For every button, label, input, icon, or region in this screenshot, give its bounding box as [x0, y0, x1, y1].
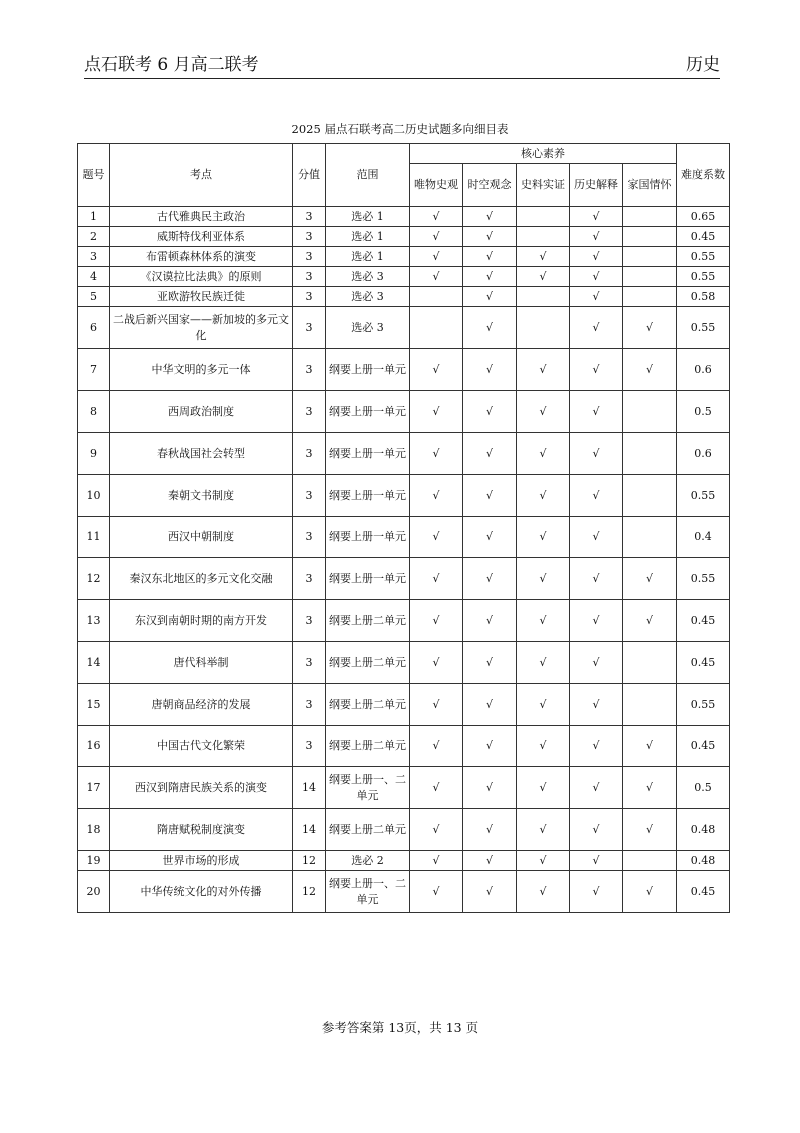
table-row — [78, 642, 730, 684]
table-row — [78, 475, 730, 517]
row-c3: √ — [517, 767, 570, 809]
row-c4: √ — [570, 809, 623, 851]
row-c2: √ — [463, 475, 517, 517]
row-c4: √ — [570, 433, 623, 475]
row-difficulty: 0.55 — [677, 247, 730, 267]
row-num: 12 — [78, 558, 110, 600]
row-difficulty: 0.45 — [677, 600, 730, 642]
row-c5: √ — [623, 600, 677, 642]
row-c3: √ — [517, 349, 570, 391]
row-num: 15 — [78, 684, 110, 726]
row-c4: √ — [570, 767, 623, 809]
row-c5: √ — [623, 767, 677, 809]
header-c3: 史料实证 — [517, 164, 570, 207]
row-score: 12 — [293, 871, 326, 913]
row-c1: √ — [410, 809, 463, 851]
row-range: 纲要上册一、二单元 — [326, 871, 410, 913]
row-difficulty: 0.45 — [677, 642, 730, 684]
row-c5: √ — [623, 726, 677, 767]
table-body — [78, 207, 730, 913]
row-c2: √ — [463, 809, 517, 851]
row-score: 3 — [293, 600, 326, 642]
row-difficulty: 0.65 — [677, 207, 730, 227]
row-c2: √ — [463, 433, 517, 475]
row-difficulty: 0.45 — [677, 227, 730, 247]
row-num: 6 — [78, 307, 110, 349]
specification-table — [77, 143, 730, 913]
table-row — [78, 851, 730, 871]
row-topic: 亚欧游牧民族迁徙 — [110, 287, 293, 307]
row-difficulty: 0.55 — [677, 558, 730, 600]
row-c4: √ — [570, 517, 623, 558]
row-c5: √ — [623, 558, 677, 600]
row-topic: 隋唐赋税制度演变 — [110, 809, 293, 851]
row-topic: 西汉到隋唐民族关系的演变 — [110, 767, 293, 809]
table-row — [78, 726, 730, 767]
row-c2: √ — [463, 871, 517, 913]
table-row — [78, 767, 730, 809]
row-score: 3 — [293, 287, 326, 307]
row-topic: 唐代科举制 — [110, 642, 293, 684]
row-c1: √ — [410, 247, 463, 267]
row-c4: √ — [570, 851, 623, 871]
row-c1: √ — [410, 642, 463, 684]
row-difficulty: 0.6 — [677, 433, 730, 475]
row-c3: √ — [517, 267, 570, 287]
exam-name: 点石联考 6 月高二联考 — [84, 55, 259, 75]
row-c1: √ — [410, 433, 463, 475]
row-score: 3 — [293, 517, 326, 558]
header-range: 范围 — [326, 144, 410, 207]
subject-name: 历史 — [686, 55, 720, 75]
row-c1: √ — [410, 684, 463, 726]
row-c4: √ — [570, 600, 623, 642]
row-num: 19 — [78, 851, 110, 871]
row-range: 选必 2 — [326, 851, 410, 871]
row-c3: √ — [517, 475, 570, 517]
row-range: 纲要上册二单元 — [326, 600, 410, 642]
row-num: 5 — [78, 287, 110, 307]
row-topic: 布雷顿森林体系的演变 — [110, 247, 293, 267]
row-range: 纲要上册二单元 — [326, 642, 410, 684]
row-num: 7 — [78, 349, 110, 391]
row-c4: √ — [570, 287, 623, 307]
row-num: 14 — [78, 642, 110, 684]
table-row — [78, 517, 730, 558]
page-header — [84, 52, 720, 79]
table-row — [78, 684, 730, 726]
row-c4: √ — [570, 207, 623, 227]
row-c4: √ — [570, 349, 623, 391]
header-topic: 考点 — [110, 144, 293, 207]
row-topic: 中华传统文化的对外传播 — [110, 871, 293, 913]
table-title: 2025 届点石联考高二历史试题多向细目表 — [291, 122, 509, 136]
row-c4: √ — [570, 391, 623, 433]
row-c3: √ — [517, 558, 570, 600]
header-c4: 历史解释 — [570, 164, 623, 207]
row-range: 纲要上册一单元 — [326, 517, 410, 558]
row-c5 — [623, 642, 677, 684]
row-c4: √ — [570, 227, 623, 247]
row-c2: √ — [463, 726, 517, 767]
row-c1: √ — [410, 726, 463, 767]
row-num: 1 — [78, 207, 110, 227]
row-difficulty: 0.5 — [677, 767, 730, 809]
row-c2: √ — [463, 558, 517, 600]
header-score: 分值 — [293, 144, 326, 207]
table-row — [78, 809, 730, 851]
row-num: 17 — [78, 767, 110, 809]
row-c5 — [623, 227, 677, 247]
row-c2: √ — [463, 207, 517, 227]
row-score: 3 — [293, 247, 326, 267]
row-range: 纲要上册二单元 — [326, 726, 410, 767]
row-c5: √ — [623, 349, 677, 391]
table-row — [78, 391, 730, 433]
row-c3: √ — [517, 871, 570, 913]
row-score: 14 — [293, 809, 326, 851]
row-c2: √ — [463, 247, 517, 267]
row-c3: √ — [517, 391, 570, 433]
row-c5 — [623, 517, 677, 558]
row-c4: √ — [570, 475, 623, 517]
row-c1: √ — [410, 767, 463, 809]
row-num: 16 — [78, 726, 110, 767]
table-row — [78, 433, 730, 475]
row-c2: √ — [463, 267, 517, 287]
row-c1: √ — [410, 517, 463, 558]
row-c4: √ — [570, 871, 623, 913]
row-score: 3 — [293, 558, 326, 600]
row-difficulty: 0.6 — [677, 349, 730, 391]
row-c5 — [623, 287, 677, 307]
row-num: 9 — [78, 433, 110, 475]
row-c1: √ — [410, 871, 463, 913]
row-range: 选必 3 — [326, 287, 410, 307]
row-c4: √ — [570, 247, 623, 267]
row-score: 3 — [293, 307, 326, 349]
row-range: 选必 1 — [326, 207, 410, 227]
row-c1: √ — [410, 558, 463, 600]
row-c2: √ — [463, 851, 517, 871]
row-range: 纲要上册一单元 — [326, 349, 410, 391]
row-c4: √ — [570, 558, 623, 600]
row-c2: √ — [463, 349, 517, 391]
row-c5 — [623, 267, 677, 287]
row-num: 3 — [78, 247, 110, 267]
row-c4: √ — [570, 684, 623, 726]
header-num: 题号 — [78, 144, 110, 207]
row-c1: √ — [410, 600, 463, 642]
row-num: 13 — [78, 600, 110, 642]
header-c2: 时空观念 — [463, 164, 517, 207]
row-num: 20 — [78, 871, 110, 913]
row-range: 纲要上册二单元 — [326, 809, 410, 851]
row-c5 — [623, 684, 677, 726]
row-topic: 西周政治制度 — [110, 391, 293, 433]
row-score: 3 — [293, 391, 326, 433]
row-topic: 中国古代文化繁荣 — [110, 726, 293, 767]
row-num: 4 — [78, 267, 110, 287]
row-c1: √ — [410, 851, 463, 871]
row-topic: 中华文明的多元一体 — [110, 349, 293, 391]
row-difficulty: 0.55 — [677, 684, 730, 726]
row-difficulty: 0.48 — [677, 851, 730, 871]
row-topic: 秦朝文书制度 — [110, 475, 293, 517]
row-c5 — [623, 391, 677, 433]
row-c3 — [517, 227, 570, 247]
table-row — [78, 227, 730, 247]
row-num: 11 — [78, 517, 110, 558]
row-difficulty: 0.48 — [677, 809, 730, 851]
header-c5: 家国情怀 — [623, 164, 677, 207]
header-difficulty: 难度系数 — [677, 144, 730, 207]
row-range: 纲要上册一单元 — [326, 558, 410, 600]
row-c5: √ — [623, 871, 677, 913]
row-c1 — [410, 307, 463, 349]
table-row — [78, 307, 730, 349]
row-difficulty: 0.4 — [677, 517, 730, 558]
row-topic: 威斯特伐利亚体系 — [110, 227, 293, 247]
row-score: 3 — [293, 726, 326, 767]
row-c1 — [410, 287, 463, 307]
row-topic: 春秋战国社会转型 — [110, 433, 293, 475]
row-range: 选必 3 — [326, 307, 410, 349]
row-c1: √ — [410, 391, 463, 433]
row-c3: √ — [517, 517, 570, 558]
row-score: 3 — [293, 433, 326, 475]
row-topic: 《汉谟拉比法典》的原则 — [110, 267, 293, 287]
row-c5: √ — [623, 307, 677, 349]
table-row — [78, 349, 730, 391]
row-c3 — [517, 287, 570, 307]
row-difficulty: 0.55 — [677, 267, 730, 287]
table-row — [78, 287, 730, 307]
row-score: 3 — [293, 267, 326, 287]
table-row — [78, 207, 730, 227]
row-topic: 古代雅典民主政治 — [110, 207, 293, 227]
table-row — [78, 267, 730, 287]
row-c5 — [623, 851, 677, 871]
row-difficulty: 0.45 — [677, 871, 730, 913]
row-c3 — [517, 207, 570, 227]
row-range: 纲要上册一单元 — [326, 475, 410, 517]
row-c3: √ — [517, 684, 570, 726]
row-topic: 唐朝商品经济的发展 — [110, 684, 293, 726]
row-range: 选必 3 — [326, 267, 410, 287]
row-c1: √ — [410, 349, 463, 391]
row-c5: √ — [623, 809, 677, 851]
row-topic: 西汉中朝制度 — [110, 517, 293, 558]
row-topic: 世界市场的形成 — [110, 851, 293, 871]
row-c5 — [623, 433, 677, 475]
row-num: 2 — [78, 227, 110, 247]
row-c5 — [623, 475, 677, 517]
header-c1: 唯物史观 — [410, 164, 463, 207]
row-c3 — [517, 307, 570, 349]
row-c3: √ — [517, 433, 570, 475]
row-score: 3 — [293, 475, 326, 517]
row-c4: √ — [570, 267, 623, 287]
row-difficulty: 0.55 — [677, 475, 730, 517]
row-c5 — [623, 207, 677, 227]
row-c3: √ — [517, 809, 570, 851]
row-score: 3 — [293, 349, 326, 391]
row-c2: √ — [463, 307, 517, 349]
row-difficulty: 0.55 — [677, 307, 730, 349]
row-c2: √ — [463, 287, 517, 307]
row-c3: √ — [517, 600, 570, 642]
row-num: 18 — [78, 809, 110, 851]
row-c2: √ — [463, 227, 517, 247]
row-topic: 秦汉东北地区的多元文化交融 — [110, 558, 293, 600]
row-c3: √ — [517, 726, 570, 767]
page-footer: 参考答案第 13页，共 13 页 — [321, 1020, 479, 1035]
row-c1: √ — [410, 227, 463, 247]
row-difficulty: 0.5 — [677, 391, 730, 433]
row-c5 — [623, 247, 677, 267]
row-c4: √ — [570, 307, 623, 349]
row-c2: √ — [463, 684, 517, 726]
row-difficulty: 0.45 — [677, 726, 730, 767]
row-range: 纲要上册一单元 — [326, 433, 410, 475]
row-c4: √ — [570, 726, 623, 767]
row-topic: 二战后新兴国家——新加坡的多元文化 — [110, 307, 293, 349]
row-c1: √ — [410, 207, 463, 227]
row-c3: √ — [517, 247, 570, 267]
row-range: 纲要上册一单元 — [326, 391, 410, 433]
row-range: 选必 1 — [326, 227, 410, 247]
table-row — [78, 871, 730, 913]
row-c1: √ — [410, 267, 463, 287]
row-c2: √ — [463, 391, 517, 433]
row-topic: 东汉到南朝时期的南方开发 — [110, 600, 293, 642]
row-score: 12 — [293, 851, 326, 871]
row-c2: √ — [463, 517, 517, 558]
row-range: 选必 1 — [326, 247, 410, 267]
row-range: 纲要上册二单元 — [326, 684, 410, 726]
row-c3: √ — [517, 642, 570, 684]
row-c2: √ — [463, 767, 517, 809]
row-c3: √ — [517, 851, 570, 871]
row-c2: √ — [463, 600, 517, 642]
row-c2: √ — [463, 642, 517, 684]
row-c1: √ — [410, 475, 463, 517]
row-num: 10 — [78, 475, 110, 517]
table-row — [78, 600, 730, 642]
table-row — [78, 247, 730, 267]
row-num: 8 — [78, 391, 110, 433]
row-c4: √ — [570, 642, 623, 684]
row-score: 3 — [293, 207, 326, 227]
row-score: 3 — [293, 642, 326, 684]
row-score: 3 — [293, 227, 326, 247]
row-difficulty: 0.58 — [677, 287, 730, 307]
table-row — [78, 558, 730, 600]
row-score: 3 — [293, 684, 326, 726]
row-range: 纲要上册一、二单元 — [326, 767, 410, 809]
row-score: 14 — [293, 767, 326, 809]
header-core-literacy: 核心素养 — [410, 144, 677, 164]
